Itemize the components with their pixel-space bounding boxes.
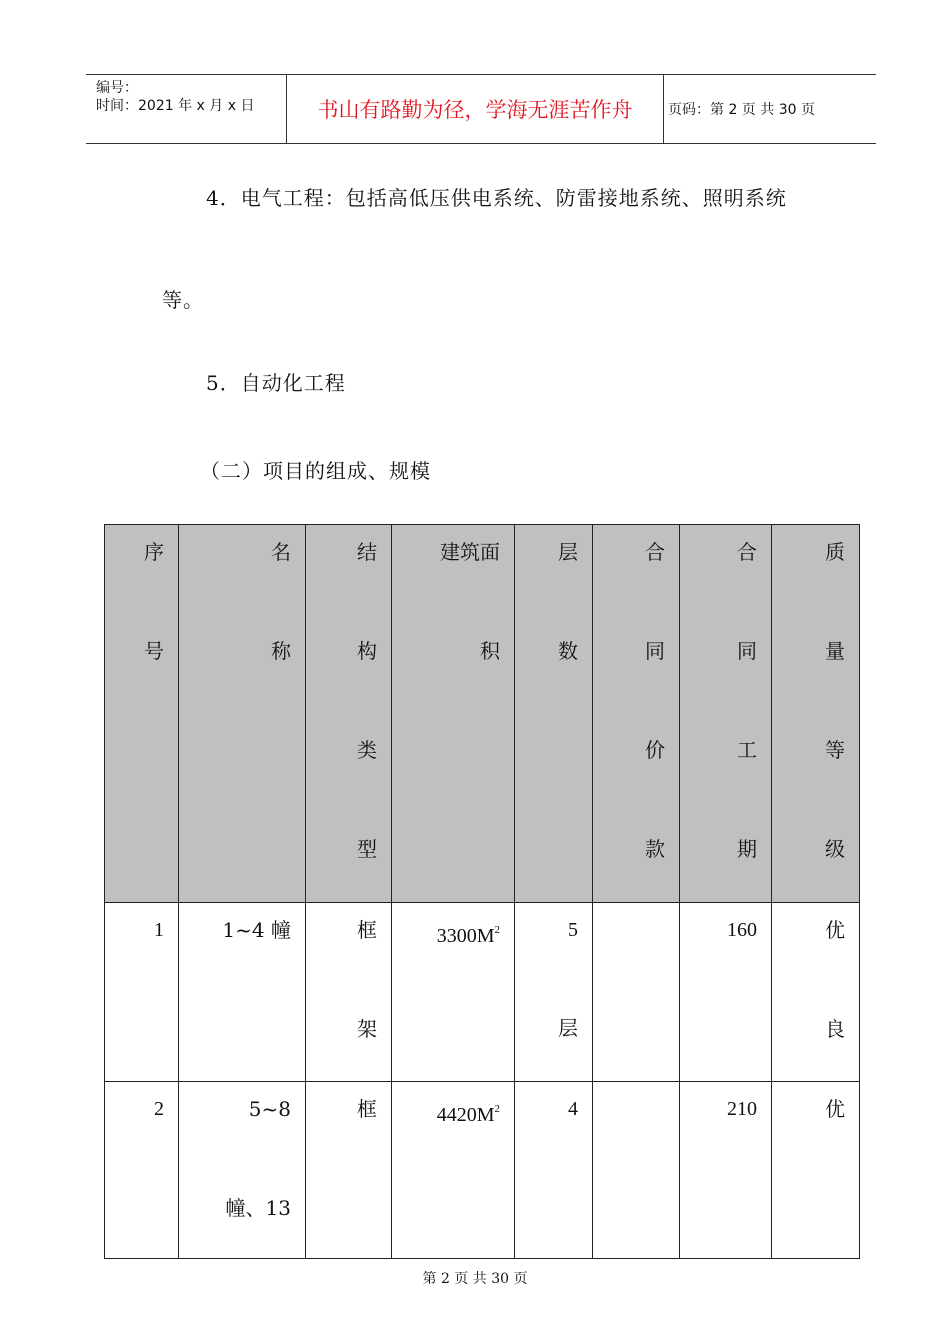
cell-text: 框 — [357, 1097, 377, 1121]
cell-text: 良 — [825, 1017, 845, 1041]
cell-text: 5 — [568, 919, 578, 941]
cell-text: 幢、13 — [225, 1196, 291, 1220]
header-cell-structure — [306, 525, 392, 903]
cell-text: 210 — [727, 1098, 757, 1120]
header-text: 款 — [645, 837, 665, 861]
header-text: 类 — [357, 738, 377, 762]
cell-text: 160 — [727, 919, 757, 941]
header-text: 量 — [825, 639, 845, 663]
cell-text: 框 — [357, 918, 377, 942]
header-text: 型 — [357, 837, 377, 861]
cell-text: 2 — [154, 1098, 164, 1120]
header-text: 工 — [737, 738, 757, 762]
cell-structure — [306, 1082, 392, 1259]
item-5: 5．自动化工程 — [206, 371, 346, 395]
page-header — [86, 74, 876, 144]
header-text: 号 — [144, 639, 164, 663]
cell-area — [392, 1082, 515, 1259]
area-value: 3300M — [436, 925, 495, 947]
header-text: 构 — [357, 639, 377, 663]
header-meta — [86, 75, 286, 143]
header-text: 合 — [645, 540, 665, 564]
header-cell-floors — [515, 525, 593, 903]
cell-text: 5~8 — [248, 1097, 291, 1121]
number-label: 编号： — [96, 80, 138, 96]
header-text: 结 — [357, 540, 377, 564]
cell-quality — [772, 903, 860, 1082]
area-unit-sup: 2 — [494, 924, 500, 936]
header-cell-area — [392, 525, 515, 903]
header-motto: 书山有路勤为径，学海无涯苦作舟 — [286, 75, 664, 143]
table-header-row — [105, 525, 860, 903]
cell-text: 1~4 幢 — [222, 918, 291, 942]
header-cell-price — [593, 525, 680, 903]
cell-text — [398, 1060, 500, 1165]
cell-quality — [772, 1082, 860, 1259]
cell-structure — [306, 903, 392, 1082]
header-text: 质 — [825, 540, 845, 564]
header-cell-quality — [772, 525, 860, 903]
header-text: 等 — [825, 738, 845, 762]
table-row — [105, 903, 860, 1082]
cell-text: 1 — [154, 919, 164, 941]
header-cell-no — [105, 525, 179, 903]
cell-price — [593, 1082, 680, 1259]
header-text: 层 — [558, 540, 578, 564]
header-text: 级 — [825, 837, 845, 861]
header-cell-name — [179, 525, 306, 903]
cell-text: 4 — [568, 1098, 578, 1120]
cell-text: 优 — [825, 918, 845, 942]
cell-name — [179, 1082, 306, 1259]
cell-text: 优 — [825, 1097, 845, 1121]
section-2-heading: （二）项目的组成、规模 — [200, 459, 431, 483]
time-label: 时间：2021 年 x 月 x 日 — [96, 98, 255, 114]
cell-no — [105, 903, 179, 1082]
cell-area — [392, 903, 515, 1082]
project-table — [104, 524, 860, 1259]
cell-text: 层 — [558, 1018, 578, 1040]
area-unit-sup: 2 — [494, 1103, 500, 1115]
header-page-info: 页码：第 2 页 共 30 页 — [668, 102, 815, 118]
header-text: 同 — [645, 639, 665, 663]
cell-price — [593, 903, 680, 1082]
header-text: 积 — [480, 639, 500, 663]
cell-floors — [515, 903, 593, 1082]
header-text: 名 — [271, 540, 291, 564]
header-text: 价 — [645, 738, 665, 762]
header-text: 数 — [558, 639, 578, 663]
item-4-line-2: 等。 — [162, 288, 204, 312]
area-value: 4420M — [436, 1104, 495, 1126]
cell-text — [398, 881, 500, 986]
header-text: 序 — [144, 540, 164, 564]
cell-text: 架 — [357, 1017, 377, 1041]
header-text: 称 — [271, 639, 291, 663]
header-text: 同 — [737, 639, 757, 663]
header-cell-period — [680, 525, 772, 903]
cell-period — [680, 903, 772, 1082]
header-text: 建筑面 — [440, 540, 500, 564]
page-footer: 第 2 页 共 30 页 — [422, 1271, 528, 1287]
cell-no — [105, 1082, 179, 1259]
cell-name — [179, 903, 306, 1082]
cell-period — [680, 1082, 772, 1259]
header-text: 期 — [737, 837, 757, 861]
table-row — [105, 1082, 860, 1259]
header-text: 合 — [737, 540, 757, 564]
cell-floors — [515, 1082, 593, 1259]
item-4-line-1: 4．电气工程：包括高低压供电系统、防雷接地系统、照明系统 — [206, 186, 787, 210]
